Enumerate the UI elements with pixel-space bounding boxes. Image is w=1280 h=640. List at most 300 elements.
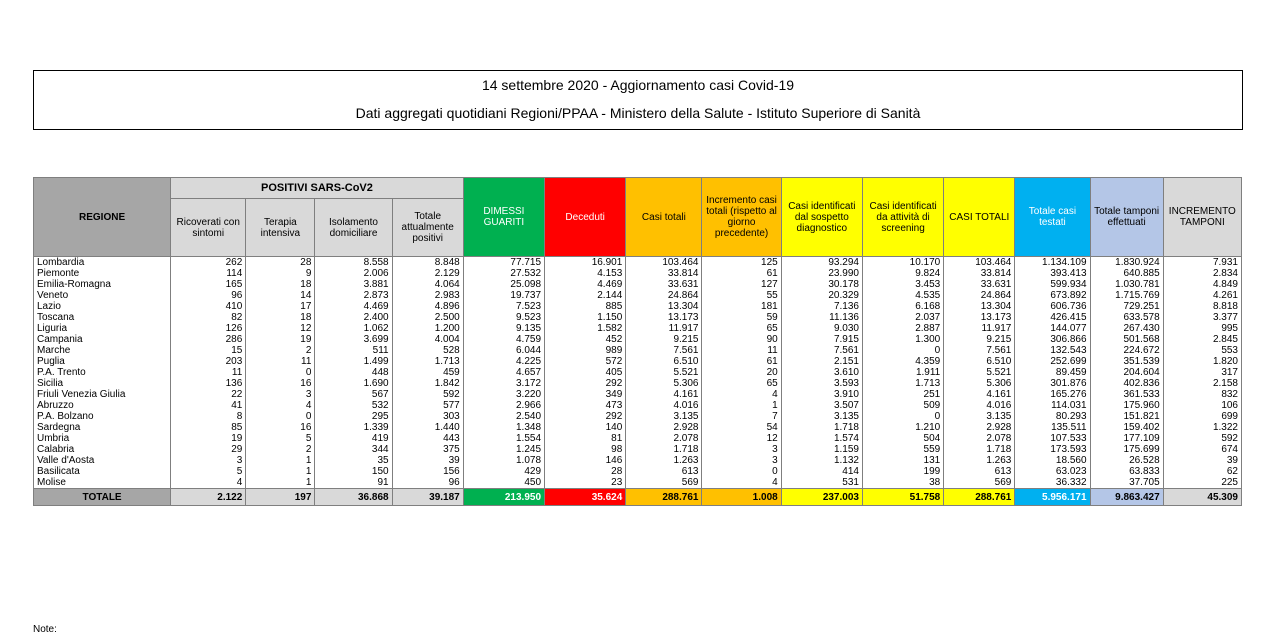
table-cell: 1 [246, 455, 315, 466]
table-cell: 6.510 [944, 356, 1015, 367]
table-cell: 1.078 [463, 455, 544, 466]
col-header-incremento-casi: Incremento casi totali (rispetto al giorno precedente) [702, 178, 781, 257]
table-cell: 262 [171, 257, 246, 269]
table-cell: 699 [1163, 411, 1241, 422]
col-header-isolamento: Isolamento domiciliare [315, 199, 392, 257]
table-cell: 592 [1163, 433, 1241, 444]
table-cell: 3.135 [626, 411, 702, 422]
table-cell: 729.251 [1090, 301, 1163, 312]
table-cell: 613 [944, 466, 1015, 477]
table-cell: 11 [171, 367, 246, 378]
table-cell: 501.568 [1090, 334, 1163, 345]
report-title: 14 settembre 2020 - Aggiornamento casi Covid-19 [481, 77, 795, 93]
region-name: Lazio [34, 301, 171, 312]
table-cell: 292 [545, 378, 626, 389]
table-cell: 9.215 [626, 334, 702, 345]
table-cell: 10.170 [862, 257, 943, 269]
table-cell: 559 [862, 444, 943, 455]
table-cell: 65 [702, 378, 781, 389]
total-cell: 39.187 [392, 489, 463, 506]
table-cell: 1.263 [626, 455, 702, 466]
table-cell: 107.533 [1015, 433, 1090, 444]
table-cell: 572 [545, 356, 626, 367]
table-cell: 1.842 [392, 378, 463, 389]
table-cell: 103.464 [944, 257, 1015, 269]
region-name: Sardegna [34, 422, 171, 433]
table-cell: 85 [171, 422, 246, 433]
table-cell: 3 [246, 389, 315, 400]
table-cell: 1.348 [463, 422, 544, 433]
table-row [34, 268, 1242, 279]
table-cell: 4.064 [392, 279, 463, 290]
table-cell: 140 [545, 422, 626, 433]
total-cell: 1.008 [702, 489, 781, 506]
table-cell: 613 [626, 466, 702, 477]
table-cell: 405 [545, 367, 626, 378]
report-subtitle: Dati aggregati quotidiani Regioni/PPAA - Ministero della Salute - Istituto Superiore di Sanità [355, 105, 921, 121]
table-cell: 173.593 [1015, 444, 1090, 455]
table-cell: 553 [1163, 345, 1241, 356]
table-cell: 2.540 [463, 411, 544, 422]
table-cell: 132.543 [1015, 345, 1090, 356]
table-cell: 252.699 [1015, 356, 1090, 367]
table-cell: 2.834 [1163, 268, 1241, 279]
table-cell: 4 [171, 477, 246, 489]
table-cell: 1.582 [545, 323, 626, 334]
table-cell: 54 [702, 422, 781, 433]
table-cell: 61 [702, 356, 781, 367]
table-cell: 98 [545, 444, 626, 455]
table-cell: 131 [862, 455, 943, 466]
table-cell: 33.631 [944, 279, 1015, 290]
col-header-casi-totali: Casi totali [626, 178, 702, 257]
table-cell: 292 [545, 411, 626, 422]
table-cell: 4.759 [463, 334, 544, 345]
table-cell: 175.960 [1090, 400, 1163, 411]
table-cell: 2.983 [392, 290, 463, 301]
table-cell: 633.578 [1090, 312, 1163, 323]
region-name: Toscana [34, 312, 171, 323]
table-cell: 429 [463, 466, 544, 477]
table-cell: 30.178 [781, 279, 862, 290]
table-cell: 2.078 [626, 433, 702, 444]
table-cell: 3.881 [315, 279, 392, 290]
table-cell: 4 [702, 477, 781, 489]
region-name: P.A. Bolzano [34, 411, 171, 422]
table-cell: 59 [702, 312, 781, 323]
table-cell: 156 [392, 466, 463, 477]
table-cell: 6.044 [463, 345, 544, 356]
table-cell: 995 [1163, 323, 1241, 334]
table-cell: 0 [862, 345, 943, 356]
table-cell: 96 [392, 477, 463, 489]
region-name: Calabria [34, 444, 171, 455]
table-cell: 4.161 [944, 389, 1015, 400]
table-cell: 426.415 [1015, 312, 1090, 323]
table-row [34, 433, 1242, 444]
totals-row [34, 489, 1242, 506]
table-row [34, 312, 1242, 323]
table-cell: 2.887 [862, 323, 943, 334]
col-header-casi-testati: Totale casi testati [1015, 178, 1090, 257]
table-cell: 295 [315, 411, 392, 422]
table-cell: 419 [315, 433, 392, 444]
table-cell: 640.885 [1090, 268, 1163, 279]
table-cell: 33.631 [626, 279, 702, 290]
table-row [34, 345, 1242, 356]
table-cell: 2.006 [315, 268, 392, 279]
table-cell: 2.845 [1163, 334, 1241, 345]
table-cell: 77.715 [463, 257, 544, 269]
table-cell: 569 [944, 477, 1015, 489]
table-cell: 8.848 [392, 257, 463, 269]
table-cell: 11 [702, 345, 781, 356]
table-cell: 1.300 [862, 334, 943, 345]
table-cell: 567 [315, 389, 392, 400]
table-cell: 2.158 [1163, 378, 1241, 389]
region-name: P.A. Trento [34, 367, 171, 378]
table-cell: 2.400 [315, 312, 392, 323]
table-cell: 55 [702, 290, 781, 301]
region-name: Veneto [34, 290, 171, 301]
table-cell: 17 [246, 301, 315, 312]
table-cell: 22 [171, 389, 246, 400]
table-cell: 144.077 [1015, 323, 1090, 334]
region-name: Lombardia [34, 257, 171, 269]
table-cell: 473 [545, 400, 626, 411]
region-name: Molise [34, 477, 171, 489]
table-cell: 3.135 [944, 411, 1015, 422]
table-cell: 0 [862, 411, 943, 422]
table-cell: 181 [702, 301, 781, 312]
table-cell: 1.718 [626, 444, 702, 455]
table-cell: 33.814 [626, 268, 702, 279]
table-cell: 27.532 [463, 268, 544, 279]
table-cell: 1.245 [463, 444, 544, 455]
table-cell: 3.507 [781, 400, 862, 411]
table-cell: 82 [171, 312, 246, 323]
table-cell: 9.523 [463, 312, 544, 323]
table-cell: 9.215 [944, 334, 1015, 345]
table-cell: 1.718 [944, 444, 1015, 455]
table-cell: 29 [171, 444, 246, 455]
table-cell: 18.560 [1015, 455, 1090, 466]
table-cell: 0 [702, 466, 781, 477]
table-cell: 165 [171, 279, 246, 290]
table-cell: 13.173 [626, 312, 702, 323]
table-cell: 0 [246, 367, 315, 378]
total-cell: 35.624 [545, 489, 626, 506]
table-cell: 114 [171, 268, 246, 279]
table-cell: 39 [1163, 455, 1241, 466]
table-cell: 459 [392, 367, 463, 378]
table-cell: 7.915 [781, 334, 862, 345]
table-cell: 150 [315, 466, 392, 477]
table-row [34, 257, 1242, 269]
region-name: Liguria [34, 323, 171, 334]
table-cell: 606.736 [1015, 301, 1090, 312]
table-row [34, 356, 1242, 367]
table-cell: 12 [702, 433, 781, 444]
table-cell: 13.304 [626, 301, 702, 312]
table-cell: 402.836 [1090, 378, 1163, 389]
table-cell: 7.136 [781, 301, 862, 312]
table-cell: 1 [246, 466, 315, 477]
table-cell: 4.657 [463, 367, 544, 378]
table-cell: 1.554 [463, 433, 544, 444]
table-cell: 136 [171, 378, 246, 389]
table-cell: 151.821 [1090, 411, 1163, 422]
table-row [34, 411, 1242, 422]
table-cell: 9.030 [781, 323, 862, 334]
col-header-regione: REGIONE [34, 178, 171, 257]
table-cell: 11.917 [626, 323, 702, 334]
table-cell: 175.699 [1090, 444, 1163, 455]
table-cell: 375 [392, 444, 463, 455]
table-row [34, 477, 1242, 489]
table-cell: 204.604 [1090, 367, 1163, 378]
total-cell: 2.122 [171, 489, 246, 506]
table-cell: 16 [246, 422, 315, 433]
table-cell: 4.849 [1163, 279, 1241, 290]
table-cell: 2.928 [944, 422, 1015, 433]
table-row [34, 378, 1242, 389]
report-header [33, 70, 1243, 130]
table-row [34, 279, 1242, 290]
table-cell: 3.377 [1163, 312, 1241, 323]
table-cell: 3 [702, 455, 781, 466]
table-cell: 3.135 [781, 411, 862, 422]
table-cell: 2.037 [862, 312, 943, 323]
table-cell: 6.510 [626, 356, 702, 367]
total-cell: 9.863.427 [1090, 489, 1163, 506]
table-cell: 528 [392, 345, 463, 356]
table-cell: 1 [246, 477, 315, 489]
table-cell: 251 [862, 389, 943, 400]
table-cell: 511 [315, 345, 392, 356]
table-cell: 317 [1163, 367, 1241, 378]
table-cell: 0 [246, 411, 315, 422]
table-row [34, 444, 1242, 455]
table-cell: 26.528 [1090, 455, 1163, 466]
col-header-dimessi: DIMESSI GUARITI [463, 178, 544, 257]
table-cell: 4.469 [315, 301, 392, 312]
table-cell: 5.306 [944, 378, 1015, 389]
table-cell: 159.402 [1090, 422, 1163, 433]
table-cell: 1.062 [315, 323, 392, 334]
total-cell: 288.761 [626, 489, 702, 506]
region-name: Sicilia [34, 378, 171, 389]
table-cell: 1.718 [781, 422, 862, 433]
table-cell: 1.911 [862, 367, 943, 378]
table-cell: 63.023 [1015, 466, 1090, 477]
table-cell: 23.990 [781, 268, 862, 279]
table-cell: 1.713 [862, 378, 943, 389]
table-cell: 61 [702, 268, 781, 279]
table-cell: 832 [1163, 389, 1241, 400]
table-cell: 4.016 [626, 400, 702, 411]
table-cell: 1.574 [781, 433, 862, 444]
table-cell: 1.440 [392, 422, 463, 433]
total-cell: 288.761 [944, 489, 1015, 506]
table-cell: 2.873 [315, 290, 392, 301]
table-cell: 7.561 [944, 345, 1015, 356]
covid-cases-table [33, 177, 1242, 506]
table-cell: 1.690 [315, 378, 392, 389]
table-cell: 5.306 [626, 378, 702, 389]
table-cell: 1.830.924 [1090, 257, 1163, 269]
table-cell: 135.511 [1015, 422, 1090, 433]
table-cell: 989 [545, 345, 626, 356]
table-cell: 5.521 [626, 367, 702, 378]
table-cell: 89.459 [1015, 367, 1090, 378]
table-cell: 38 [862, 477, 943, 489]
table-cell: 393.413 [1015, 268, 1090, 279]
col-header-ricoverati: Ricoverati con sintomi [171, 199, 246, 257]
table-cell: 885 [545, 301, 626, 312]
table-cell: 16.901 [545, 257, 626, 269]
table-cell: 4 [702, 389, 781, 400]
table-cell: 8.818 [1163, 301, 1241, 312]
table-cell: 19 [171, 433, 246, 444]
region-name: Basilicata [34, 466, 171, 477]
table-cell: 7.931 [1163, 257, 1241, 269]
table-cell: 9 [246, 268, 315, 279]
table-row [34, 323, 1242, 334]
table-row [34, 422, 1242, 433]
region-name: Emilia-Romagna [34, 279, 171, 290]
table-cell: 24.864 [944, 290, 1015, 301]
table-cell: 5 [171, 466, 246, 477]
table-cell: 7 [702, 411, 781, 422]
table-cell: 1.820 [1163, 356, 1241, 367]
table-cell: 5 [246, 433, 315, 444]
table-cell: 90 [702, 334, 781, 345]
table-cell: 1.715.769 [1090, 290, 1163, 301]
table-cell: 3.699 [315, 334, 392, 345]
table-cell: 36.332 [1015, 477, 1090, 489]
total-cell: 237.003 [781, 489, 862, 506]
table-cell: 35 [315, 455, 392, 466]
table-cell: 2.966 [463, 400, 544, 411]
table-cell: 3.453 [862, 279, 943, 290]
table-cell: 1.713 [392, 356, 463, 367]
table-cell: 569 [626, 477, 702, 489]
table-cell: 4.359 [862, 356, 943, 367]
table-cell: 7.523 [463, 301, 544, 312]
col-header-terapia-intensiva: Terapia intensiva [246, 199, 315, 257]
table-cell: 306.866 [1015, 334, 1090, 345]
region-name: Abruzzo [34, 400, 171, 411]
table-cell: 2.500 [392, 312, 463, 323]
table-cell: 2 [246, 444, 315, 455]
table-cell: 106 [1163, 400, 1241, 411]
table-cell: 1.159 [781, 444, 862, 455]
table-cell: 146 [545, 455, 626, 466]
table-cell: 18 [246, 279, 315, 290]
col-header-incremento-tamponi: INCREMENTO TAMPONI [1163, 178, 1241, 257]
table-cell: 18 [246, 312, 315, 323]
table-cell: 450 [463, 477, 544, 489]
table-cell: 351.539 [1090, 356, 1163, 367]
table-cell: 4.896 [392, 301, 463, 312]
table-cell: 12 [246, 323, 315, 334]
table-cell: 20 [702, 367, 781, 378]
table-cell: 286 [171, 334, 246, 345]
table-cell: 9.824 [862, 268, 943, 279]
table-cell: 23 [545, 477, 626, 489]
table-cell: 3 [171, 455, 246, 466]
note-label: Note: [33, 624, 57, 635]
table-cell: 1.263 [944, 455, 1015, 466]
table-cell: 1.030.781 [1090, 279, 1163, 290]
table-cell: 126 [171, 323, 246, 334]
col-header-deceduti: Deceduti [545, 178, 626, 257]
region-name: Valle d'Aosta [34, 455, 171, 466]
table-cell: 96 [171, 290, 246, 301]
table-cell: 504 [862, 433, 943, 444]
table-row [34, 367, 1242, 378]
table-cell: 20.329 [781, 290, 862, 301]
table-cell: 361.533 [1090, 389, 1163, 400]
table-cell: 6.168 [862, 301, 943, 312]
table-row [34, 466, 1242, 477]
totals-label: TOTALE [34, 489, 171, 506]
table-cell: 2.144 [545, 290, 626, 301]
table-cell: 267.430 [1090, 323, 1163, 334]
table-cell: 443 [392, 433, 463, 444]
table-cell: 531 [781, 477, 862, 489]
table-cell: 1.322 [1163, 422, 1241, 433]
col-header-sospetto-diagnostico: Casi identificati dal sospetto diagnostico [781, 178, 862, 257]
region-name: Marche [34, 345, 171, 356]
region-name: Campania [34, 334, 171, 345]
table-cell: 16 [246, 378, 315, 389]
table-cell: 81 [545, 433, 626, 444]
table-cell: 2.129 [392, 268, 463, 279]
table-cell: 1.339 [315, 422, 392, 433]
table-cell: 199 [862, 466, 943, 477]
table-cell: 577 [392, 400, 463, 411]
table-cell: 14 [246, 290, 315, 301]
table-cell: 91 [315, 477, 392, 489]
table-cell: 4.261 [1163, 290, 1241, 301]
table-cell: 103.464 [626, 257, 702, 269]
table-cell: 65 [702, 323, 781, 334]
table-cell: 8 [171, 411, 246, 422]
table-cell: 3.910 [781, 389, 862, 400]
table-cell: 673.892 [1015, 290, 1090, 301]
table-cell: 3.610 [781, 367, 862, 378]
region-name: Piemonte [34, 268, 171, 279]
table-cell: 3.220 [463, 389, 544, 400]
table-cell: 592 [392, 389, 463, 400]
col-header-casi-totali-2: CASI TOTALI [944, 178, 1015, 257]
table-cell: 2.078 [944, 433, 1015, 444]
region-name: Umbria [34, 433, 171, 444]
table-cell: 25.098 [463, 279, 544, 290]
table-cell: 4.016 [944, 400, 1015, 411]
table-cell: 125 [702, 257, 781, 269]
total-cell: 36.868 [315, 489, 392, 506]
table-cell: 1.134.109 [1015, 257, 1090, 269]
table-cell: 13.304 [944, 301, 1015, 312]
table-cell: 4.469 [545, 279, 626, 290]
table-row [34, 400, 1242, 411]
table-cell: 203 [171, 356, 246, 367]
table-cell: 41 [171, 400, 246, 411]
table-cell: 1 [702, 400, 781, 411]
